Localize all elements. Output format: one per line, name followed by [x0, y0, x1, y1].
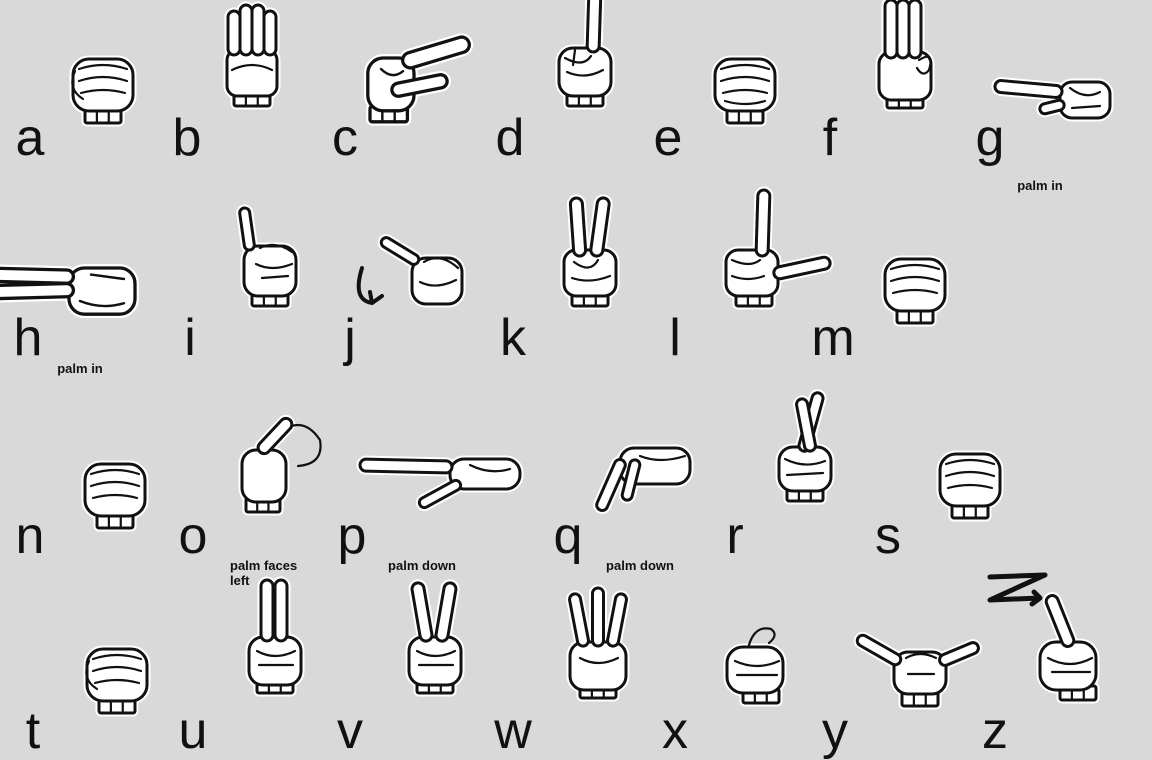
letter-r: r	[726, 507, 744, 565]
three-up-hand-icon	[569, 588, 628, 698]
hand-outline	[569, 588, 628, 698]
two-up-together-hand-icon	[249, 580, 301, 693]
index-up-hand-icon	[559, 0, 611, 106]
letter-g: g	[975, 109, 1005, 167]
sign-w	[493, 588, 627, 760]
thumb-pinky-hand-icon	[855, 633, 980, 706]
sign-o	[179, 416, 321, 588]
sign-b	[173, 5, 277, 167]
sign-m	[811, 259, 945, 367]
letter-p: p	[337, 507, 367, 565]
letter-a: a	[15, 109, 45, 167]
z-arrow-icon	[990, 575, 1045, 604]
hand-outline	[1040, 594, 1096, 700]
sign-l	[669, 190, 831, 367]
hand-outline	[242, 416, 321, 512]
letter-l: l	[669, 309, 681, 367]
crossed-fingers-hand-icon	[779, 392, 831, 501]
hooked-index-hand-icon	[727, 628, 783, 703]
letter-v: v	[337, 702, 363, 760]
sign-a	[16, 59, 133, 167]
sign-t	[26, 649, 147, 760]
pinky-up-hand-icon	[239, 207, 296, 306]
index-trace-z-hand-icon	[1040, 594, 1096, 700]
sign-y	[822, 633, 980, 760]
hand-outline	[227, 5, 277, 106]
note-line: palm faces	[230, 558, 298, 573]
letter-f: f	[822, 109, 838, 167]
fist-thumb-between-hand-icon	[86, 649, 147, 713]
letter-i: i	[184, 309, 196, 367]
hand-outline	[239, 207, 296, 306]
fist-thumb-under-hand-icon	[885, 259, 945, 323]
sign-f	[823, 0, 931, 167]
letter-z: z	[982, 702, 1008, 760]
letter-t: t	[25, 702, 41, 760]
letter-d: d	[495, 109, 525, 167]
sign-s	[875, 454, 1000, 565]
sign-p	[338, 459, 520, 573]
sign-k	[500, 197, 616, 367]
hand-outline	[379, 236, 462, 304]
letter-n: n	[15, 507, 45, 565]
letter-w: w	[494, 702, 532, 760]
l-shape-hand-icon	[726, 190, 831, 306]
hand-outline	[595, 448, 690, 512]
letter-j: j	[344, 309, 356, 367]
hook-down-hand-icon	[595, 448, 690, 512]
curled-fingers-hand-icon	[715, 59, 775, 123]
sign-e	[654, 59, 775, 167]
sign-z	[982, 594, 1096, 760]
sign-h	[0, 268, 135, 376]
hand-outline	[564, 197, 616, 306]
sign-x	[662, 628, 783, 760]
note-h: palm in	[57, 361, 103, 376]
hand-outline	[409, 582, 461, 693]
letter-q: q	[553, 507, 583, 565]
three-up-circle-hand-icon	[879, 0, 931, 108]
sign-i	[184, 207, 296, 367]
fist-hand-icon	[940, 454, 1000, 518]
sign-q	[554, 448, 690, 573]
sign-j	[342, 236, 462, 367]
letter-s: s	[875, 507, 901, 565]
letter-b: b	[172, 109, 202, 167]
letter-k: k	[500, 309, 526, 367]
two-sideways-hand-icon	[0, 268, 135, 314]
sign-v	[337, 582, 461, 760]
flat-fingers-up-hand-icon	[227, 5, 277, 106]
hand-outline	[368, 35, 471, 122]
point-sideways-hand-icon	[994, 80, 1110, 118]
pinky-hook-hand-icon	[379, 236, 462, 304]
curved-arrow-icon	[359, 268, 382, 303]
sign-g	[976, 80, 1110, 193]
two-up-apart-hand-icon	[409, 582, 461, 693]
o-shape-hand-icon	[242, 416, 321, 512]
note-line: left	[230, 573, 250, 588]
two-up-thumb-hand-icon	[564, 197, 616, 306]
letter-x: x	[662, 702, 688, 760]
letter-y: y	[822, 702, 848, 760]
curved-c-hand-icon	[368, 35, 471, 122]
letter-e: e	[653, 109, 683, 167]
letter-u: u	[178, 702, 208, 760]
point-down-hand-icon	[360, 459, 520, 509]
hand-outline	[727, 628, 783, 703]
sign-c	[332, 35, 471, 167]
fist-thumb-side-hand-icon	[72, 59, 133, 123]
sign-d	[496, 0, 611, 167]
letter-h: h	[13, 309, 43, 367]
sign-n	[16, 464, 145, 565]
note-g: palm in	[1017, 178, 1063, 193]
fist-thumb-under-hand-icon	[85, 464, 145, 528]
sign-r	[726, 392, 831, 565]
letter-o: o	[178, 507, 208, 565]
sign-u	[179, 580, 301, 760]
note-p: palm down	[388, 558, 456, 573]
letter-m: m	[811, 309, 855, 367]
note-q: palm down	[606, 558, 674, 573]
letter-c: c	[332, 109, 358, 167]
